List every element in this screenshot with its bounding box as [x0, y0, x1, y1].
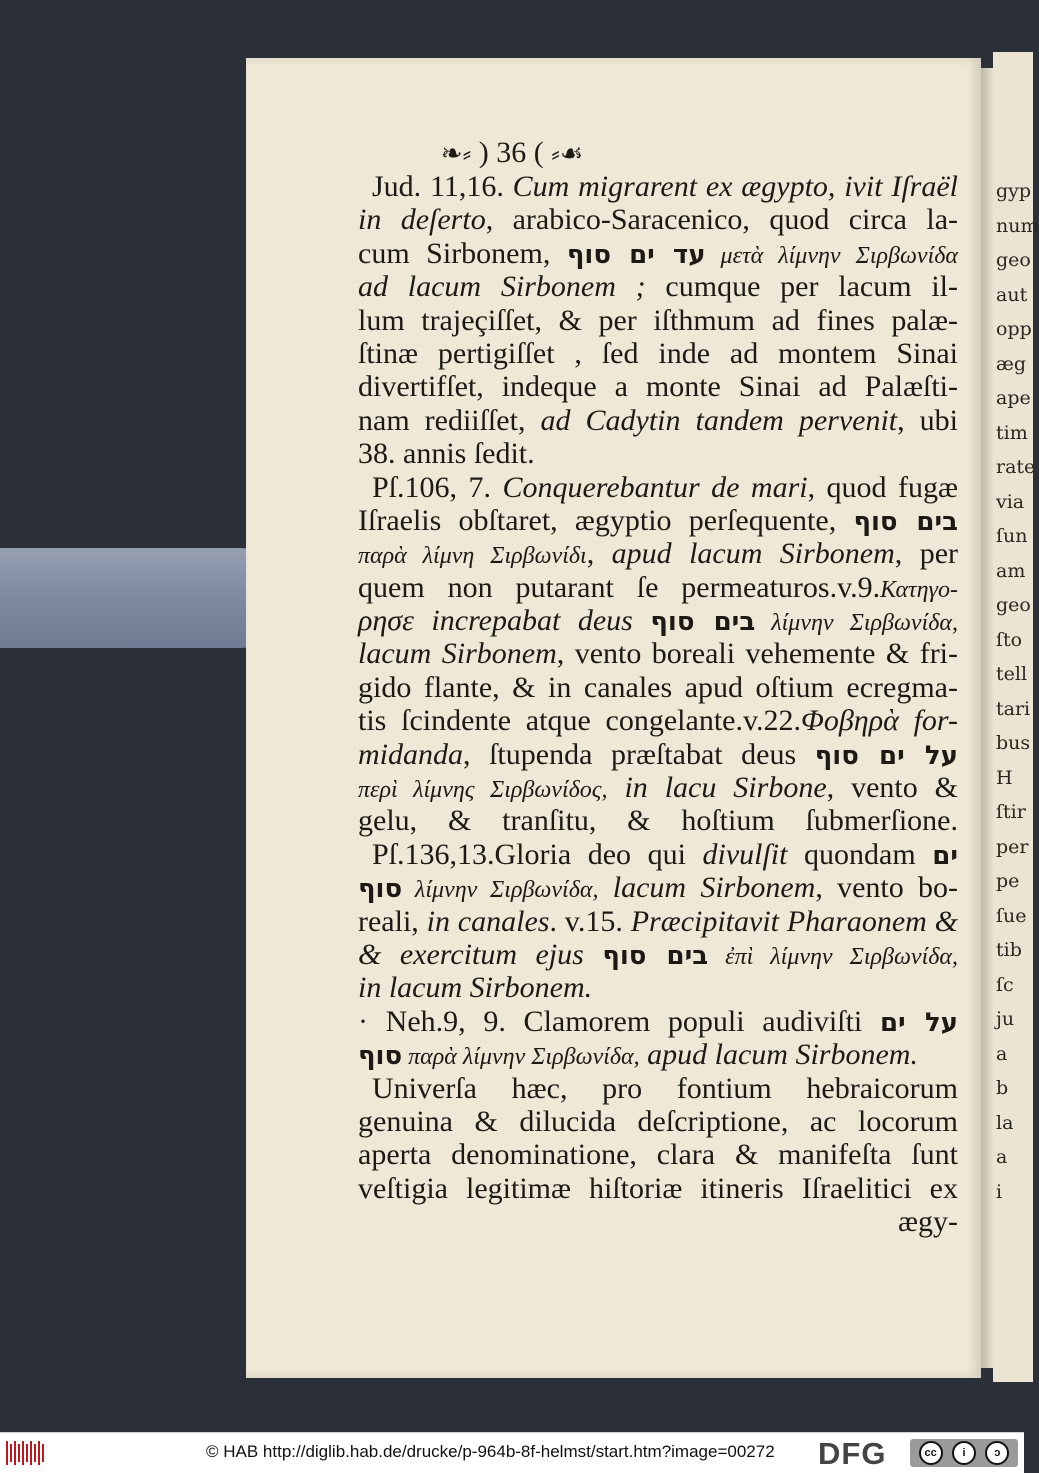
text-line	[358, 1038, 958, 1071]
hebrew-phrase: בים סוף	[650, 607, 756, 638]
adjacent-page-fragment: ſc	[996, 973, 1014, 996]
text-line	[358, 237, 958, 270]
greek-phrase: περὶ λίμνης Σιρβωνίδος,	[358, 777, 608, 804]
text-line	[358, 504, 958, 537]
text-run: Jud.	[372, 170, 430, 203]
text-line	[358, 838, 958, 871]
text-run: ſtinæ pertigiſſet , ſed inde ad montem Sinai	[358, 336, 958, 370]
greek-phrase: λίμνην Σιρβωνίδα,	[755, 610, 958, 637]
adjacent-page-fragment: am	[996, 559, 1026, 582]
cc-icon: cc	[919, 1441, 943, 1465]
text-line	[358, 437, 958, 470]
text-run: Pſ.136,13.Gloria deo qui	[372, 837, 703, 871]
text-run: lum trajeçiſſet, & per iſthmum ad fines palæ-	[358, 303, 958, 337]
adjacent-page-fragment: ju	[996, 1008, 1015, 1030]
hebrew-phrase: סוף	[358, 874, 403, 905]
text-line	[358, 537, 958, 570]
hab-logo-icon[interactable]	[6, 1441, 44, 1465]
hebrew-phrase: עד ים סוף	[566, 239, 706, 270]
adjacent-page-fragment: H	[996, 766, 1013, 789]
sa-icon: ɔ	[985, 1441, 1009, 1465]
greek-phrase: μετὰ λίμνην Σιρβωνίδα	[705, 242, 959, 269]
greek-phrase: Κατηγο-	[880, 576, 958, 603]
italic-phrase: Cum migrarent ex ægypto, ivit Iſraël	[512, 170, 958, 203]
text-line	[358, 404, 958, 437]
adjacent-page-fragment: ſue	[996, 904, 1027, 927]
cc-license-badge[interactable]	[910, 1439, 1018, 1467]
text-run: veſtigia legitimæ hiſtoriæ itineris Iſraelitici ex	[358, 1171, 958, 1205]
text-run: quondam	[787, 837, 933, 871]
adjacent-page-fragment: rate	[996, 456, 1036, 478]
text-run	[584, 938, 603, 971]
text-run	[598, 871, 612, 904]
text-run: 38. annis ſedit.	[358, 437, 535, 471]
text-line	[358, 637, 958, 670]
text-run: tis ſcindente atque congelante.v.22.	[358, 704, 802, 738]
italic-phrase: in canales	[426, 904, 550, 938]
text-run	[608, 771, 625, 804]
hebrew-phrase: על ים סוף	[814, 740, 958, 771]
hebrew-phrase: סוף	[358, 1041, 403, 1072]
greek-phrase: ἐπὶ λίμνην Σιρβωνίδα,	[708, 943, 959, 970]
text-line	[358, 1072, 958, 1105]
text-line	[358, 571, 958, 604]
text-run: , ſtupenda præſtabat deus	[463, 737, 815, 771]
text-line	[358, 471, 958, 504]
text-line	[358, 1005, 958, 1038]
text-line	[358, 671, 958, 704]
text-run: Iſraelis obſtaret, ægyptio perſequente,	[358, 503, 854, 537]
adjacent-page-fragment: i	[996, 1180, 1003, 1203]
text-line	[358, 304, 958, 337]
text-run: divertifſet, indeque a monte Sinai ad Palæſti-	[358, 370, 958, 404]
text-run: 11,16.	[429, 170, 513, 203]
adjacent-page-fragment: per	[996, 835, 1029, 858]
text-run: ægy-	[898, 1205, 958, 1239]
italic-phrase: apud lacum Sirbonem	[611, 537, 895, 571]
adjacent-page-fragment: la	[996, 1111, 1014, 1134]
text-line	[358, 270, 958, 303]
text-line	[358, 370, 958, 403]
italic-phrase: Præcipitavit Pharaonem &	[630, 904, 958, 938]
adjacent-page-fragment: a	[996, 1042, 1008, 1065]
text-run: nam rediiſſet,	[358, 403, 541, 437]
header-right-ornament: ⸗☙	[551, 139, 584, 168]
text-run: reali,	[358, 904, 427, 938]
adjacent-page-fragment: tell	[996, 663, 1028, 685]
text-run: aperta denominatione, clara & manifeſta ſunt	[358, 1138, 958, 1172]
italic-phrase: Conquerebantur de mari	[502, 470, 808, 504]
text-line	[358, 203, 958, 236]
text-line	[358, 804, 958, 837]
adjacent-page-fragment: æg	[996, 352, 1027, 375]
italic-phrase: & exercitum ejus	[358, 937, 584, 971]
italic-phrase: ρησε increpabat deus	[358, 604, 633, 638]
italic-phrase: ad Cadytin tandem pervenit	[540, 403, 898, 437]
text-run: , vento bo-	[815, 871, 959, 905]
hebrew-phrase: על ים	[879, 1007, 958, 1038]
text-run: , per	[894, 537, 959, 571]
text-run	[633, 604, 651, 637]
text-line	[358, 771, 958, 804]
italic-phrase: lacum Sirbonem	[358, 637, 557, 671]
copyright-link[interactable]: © HAB http://diglib.hab.de/drucke/p-964b-8f-helmst/start.htm?image=00272	[206, 1442, 775, 1461]
text-run: ,	[586, 537, 612, 571]
text-run: quem non putarant ſe permeaturos.v.9.	[358, 570, 881, 604]
adjacent-page-fragment: tari	[996, 697, 1031, 720]
text-run: Pſ.106, 7.	[372, 470, 503, 504]
adjacent-page-fragment: ape	[996, 387, 1031, 409]
adjacent-page-fragment: ſto	[996, 628, 1023, 651]
italic-phrase: Φοβηρὰ for-	[801, 704, 958, 738]
adjacent-page-fragment: b	[996, 1077, 1009, 1099]
text-line	[358, 905, 958, 938]
text-line	[358, 1205, 958, 1238]
italic-phrase: in lacum Sirbonem.	[358, 971, 593, 1005]
adjacent-page-fragment: opp	[996, 318, 1032, 340]
text-run: , arabico-Saracenico, quod circa la-	[485, 203, 959, 237]
hebrew-phrase: בים סוף	[602, 940, 709, 971]
viewer-footer	[0, 1432, 1024, 1473]
adjacent-page-fragment: pe	[996, 870, 1020, 892]
adjacent-page-fragment: via	[996, 490, 1025, 513]
text-line	[358, 738, 958, 771]
adjacent-page-fragment: ſun	[996, 525, 1028, 547]
adjacent-page-fragment: ſtir	[996, 801, 1026, 823]
hebrew-phrase: ים	[932, 840, 959, 871]
italic-phrase: ad lacum Sirbonem ;	[358, 270, 646, 304]
text-line	[358, 938, 958, 971]
adjacent-page-fragment: geo	[996, 249, 1031, 271]
adjacent-page-fragment: aut	[996, 283, 1028, 306]
hebrew-phrase: בים סוף	[853, 506, 958, 537]
text-line	[358, 871, 958, 904]
text-run: genuina & dilucida deſcriptione, ac locorum	[358, 1104, 958, 1138]
adjacent-page-fragment: tib	[996, 939, 1022, 961]
text-run: , vento &	[826, 771, 958, 805]
header-left-ornament: ❧⸗	[440, 139, 472, 168]
text-run: cumque per lacum il-	[645, 270, 958, 304]
italic-phrase: divulſit	[702, 837, 788, 871]
page-number: ) 36 (	[478, 136, 544, 169]
adjacent-page-fragment: gyp	[996, 180, 1032, 202]
text-line	[358, 604, 958, 637]
text-run: cum Sirbonem,	[358, 236, 567, 270]
text-run: Univerſa hæc, pro fontium hebraicorum	[372, 1071, 958, 1105]
by-icon: i	[952, 1441, 976, 1465]
page-body-text	[358, 170, 958, 1239]
adjacent-page-fragment: a	[996, 1146, 1008, 1168]
adjacent-page-fragment: tim	[996, 421, 1028, 444]
adjacent-page	[993, 52, 1039, 1382]
adjacent-page-fragment: bus	[996, 732, 1031, 754]
text-run: · Neh.9, 9. Clamorem populi audiviſti	[358, 1004, 880, 1038]
text-run: gido flante, & in canales apud oſtium ecregma-	[358, 670, 958, 704]
greek-phrase: λίμνην Σιρβωνίδα,	[402, 877, 599, 904]
text-run: , quod fugæ	[807, 470, 958, 504]
italic-phrase: in lacu Sirbone	[624, 771, 827, 805]
text-run: gelu, & tranſitu, & hoſtium ſubmerſione.	[358, 804, 958, 838]
page-header	[0, 136, 1024, 170]
text-run: . v.15.	[549, 904, 631, 938]
italic-phrase: midanda	[358, 737, 463, 771]
italic-phrase: in deſerto	[358, 203, 486, 237]
text-line	[358, 1138, 958, 1171]
text-line	[358, 1172, 958, 1205]
adjacent-page-fragment: geo	[996, 594, 1031, 616]
italic-phrase: apud lacum Sirbonem.	[647, 1038, 918, 1072]
text-run: , ubi	[897, 403, 958, 437]
page-edge	[981, 68, 993, 1368]
adjacent-page-fragment: num	[996, 214, 1039, 237]
text-line	[358, 704, 958, 737]
dfg-logo[interactable]: DFG	[818, 1436, 887, 1471]
text-line	[358, 170, 958, 203]
text-line	[358, 1105, 958, 1138]
greek-phrase: παρὰ λίμνην Σιρβωνίδα,	[402, 1044, 640, 1071]
italic-phrase: lacum Sirbonem	[612, 871, 816, 905]
text-run: , vento boreali vehemente & fri-	[556, 637, 959, 671]
greek-phrase: παρὰ λίμνη Σιρβωνίδι	[358, 543, 587, 570]
text-line	[358, 337, 958, 370]
text-line	[358, 971, 958, 1004]
